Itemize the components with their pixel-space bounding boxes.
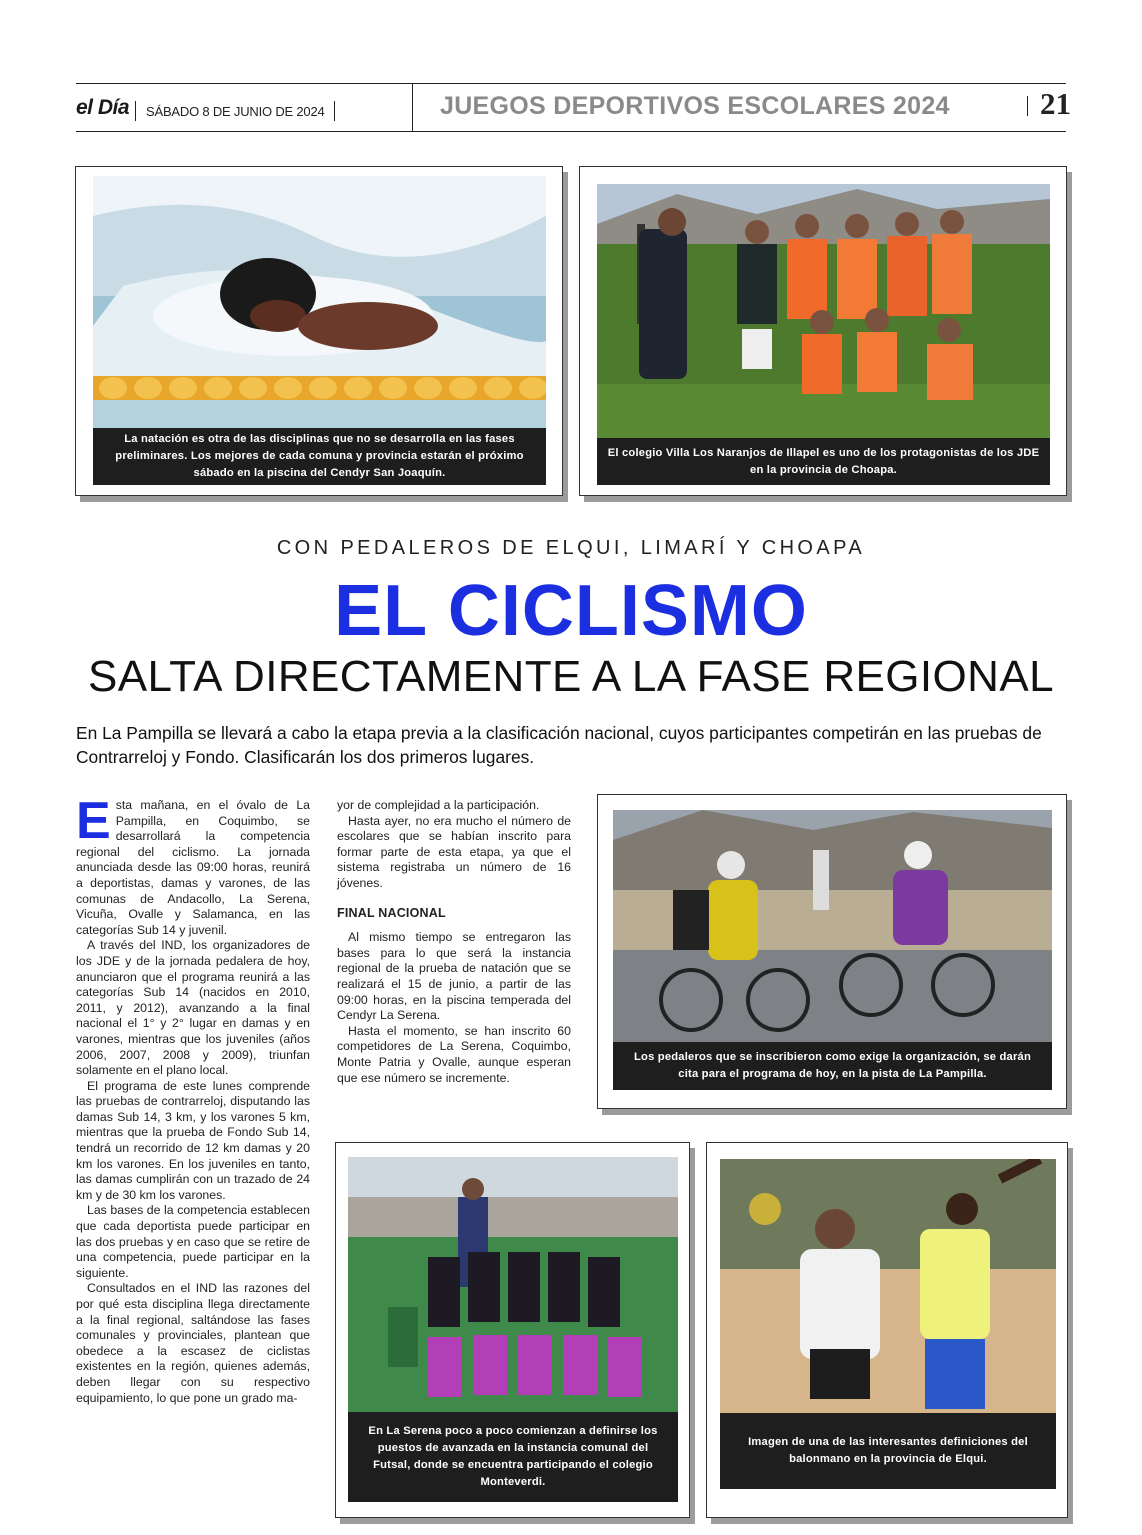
paragraph: yor de complejidad a la participación.	[337, 798, 540, 812]
article-column-1	[76, 792, 310, 1406]
paragraph: A través del IND, los organizadores de los JDE y de la jornada pedalera de hoy, anunciaron que el programa reunirá a las categorías Sub 14 (nacidos en 2010, 2011, y 2012), avanzando a la final nacional el 1° y 2° lugar en damas y en varones, mientras que los juveniles (años 2006, 2007, 2008 y 2009), triunfan solamente en el plano local.	[76, 938, 310, 1078]
cycling-photo	[613, 810, 1052, 1042]
section-subtitle: FINAL NACIONAL	[337, 905, 446, 920]
football-caption: El colegio Villa Los Naranjos de Illapel es uno de los protagonistas de los JDE en la provincia de Choapa.	[597, 438, 1050, 485]
paragraph: Al mismo tiempo se entregaron las bases para lo que será la instancia regional de la prueba de natación que se realizará el 15 de junio, a partir de las 09:00 horas, en la piscina temperada del Cendyr La Serena.	[337, 930, 571, 1023]
masthead: el Día	[76, 96, 130, 119]
paragraph: Las bases de la competencia establecen que cada deportista puede participar en las dos pruebas y en caso que se retire de una competencia, puede participar en la siguiente.	[76, 1203, 310, 1280]
paragraph: El programa de este lunes comprende las pruebas de contrarreloj, disputando las damas Sub 14, 3 km, y los varones 5 km, mientras que la prueba de Fondo Sub 14, tendrá un recorrido de 12 km damas y 20 km los varones. En los juveniles en tanto, las damas cumplirán con un trazado de 24 km y de 30 km los varones.	[76, 1078, 310, 1202]
article-column-2	[337, 798, 571, 1086]
paragraph: Consultados en el IND las razones del por qué esta disciplina llega directamente a la final regional, saltándose las fases comunales y provinciales, plantean que obedece a la escasez de ciclistas existentes en la región, quienes además, deben llegar con su respectivo equipamiento, lo que pone un grado ma-	[76, 1281, 310, 1405]
article-kicker: CON PEDALEROS DE ELQUI, LIMARÍ Y CHOAPA	[276, 537, 866, 559]
article-subhead: SALTA DIRECTAMENTE A LA FASE REGIONAL	[88, 652, 1054, 701]
article-headline: EL CICLISMO	[334, 571, 808, 651]
section-title: JUEGOS DEPORTIVOS ESCOLARES 2024	[440, 92, 950, 120]
header-separator	[334, 101, 335, 121]
handball-caption: Imagen de una de las interesantes definiciones del balonmano en la provincia de Elqui.	[720, 1413, 1056, 1489]
paragraph: sta mañana, en el óvalo de La Pampilla, en Coquimbo, se desarrollará la competencia regional del ciclismo. La jornada anunciada desde las 09:00 horas, reunirá a deportistas, damas y varones, de las comunas de Andacollo, La Serena, Vicuña, Ovalle y Salamanca, en las categorías Sub 14 y juvenil.	[76, 798, 310, 937]
futsal-caption: En La Serena poco a poco comienzan a definirse los puestos de avanzada en la instancia comunal del Futsal, donde se encuentra participando el colegio Monteverdi.	[348, 1412, 678, 1502]
paragraph: Hasta ayer, no era mucho el número de escolares que se habían inscrito para formar parte de esta etapa, ya que el sistema registraba un número de 16 jóvenes.	[337, 813, 571, 890]
photo-frame-futsal	[335, 1142, 690, 1518]
handball-photo	[720, 1159, 1056, 1413]
paragraph: Hasta el momento, se han inscrito 60 competidores de La Serena, Coquimbo, Monte Patria y Ovalle, aunque esperan que ese número se incremente.	[337, 1023, 571, 1085]
cycling-caption: Los pedaleros que se inscribieron como exige la organización, se darán cita para el programa de hoy, en la pista de La Pampilla.	[613, 1042, 1052, 1090]
header-separator	[412, 84, 413, 131]
photo-frame-handball	[706, 1142, 1068, 1518]
photo-frame-football	[579, 166, 1067, 496]
photo-frame-swimming	[75, 166, 563, 496]
futsal-photo	[348, 1157, 678, 1412]
header-bottom-rule	[76, 131, 1066, 132]
header-separator	[1027, 96, 1028, 116]
swimming-caption: La natación es otra de las disciplinas que no se desarrolla en las fases preliminares. Los mejores de cada comuna y provincia estarán el próximo sábado en la piscina del Cendyr San Joaquín.	[93, 428, 546, 485]
football-photo	[597, 184, 1050, 438]
article-lead: En La Pampilla se llevará a cabo la etapa previa a la clasificación nacional, cuyos participantes competirán en las pruebas de Contrarreloj y Fondo. Clasificarán los dos primeros lugares.	[76, 723, 1042, 767]
drop-cap: E	[76, 792, 111, 850]
issue-date: SÁBADO 8 DE JUNIO DE 2024	[146, 104, 325, 119]
swimming-photo	[93, 176, 546, 428]
header-separator	[135, 101, 136, 121]
page-number: 21	[1040, 86, 1071, 121]
header-top-rule	[76, 83, 1066, 84]
photo-frame-cycling	[597, 794, 1067, 1109]
